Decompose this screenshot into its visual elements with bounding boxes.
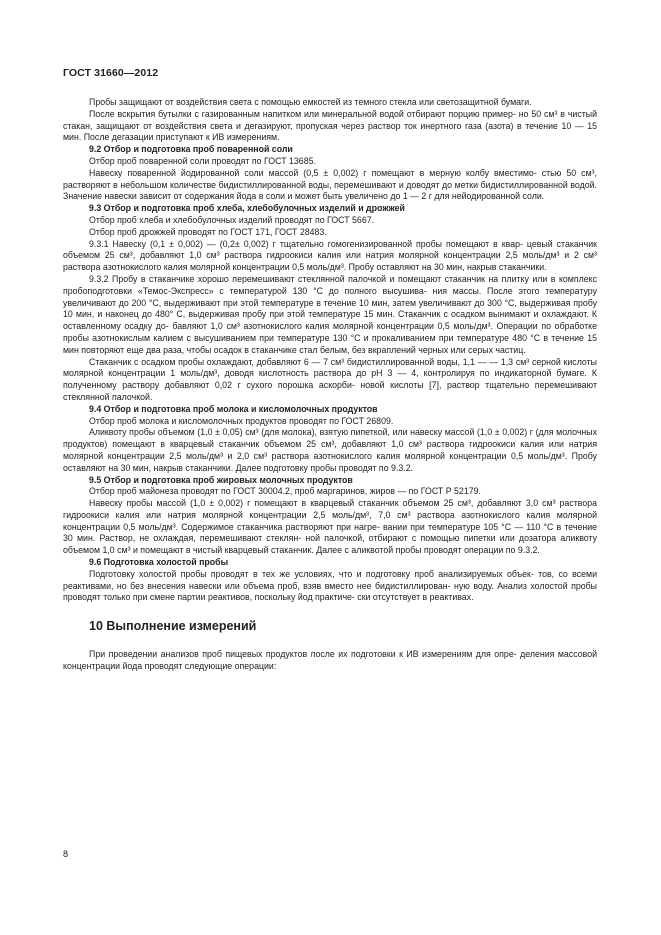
paragraph: 9.3.1 Навеску (0,1 ± 0,002) — (0,2± 0,002) г тщательно гомогенизированной пробы помещают в квар- цевый стаканчик объемом 25 см³, добавляют 1,0 см³ раствора гидроокиси калия или натрия молярной концентрации 2,5 моль/дм³ и 2 см³ раствора азотнокислого калия молярной концентрации 0,5 моль/дм³. Пробу оставляют на 30 мин, накрыв стаканчики. <box>63 238 597 273</box>
paragraph: Отбор проб молока и кисломолочных продуктов проводят по ГОСТ 26809. <box>89 415 394 426</box>
subsection-heading-9-2: 9.2 Отбор и подготовка проб поваренной соли <box>89 144 293 155</box>
subsection-heading-9-6: 9.6 Подготовка холостой пробы <box>89 557 229 568</box>
paragraph: 9.3.2 Пробу в стаканчике хорошо перемешивают стеклянной палочкой и помещают стаканчик на плитку или в комплекс пробоподготовки «Темос-Экспресс» с температурой 130 °С до полного высушива- ния массы. После этого температуру увеличивают до 200 °С, выдерживают при этой температуре в течение 10 мин, затем увеличивают до 300 °С, выдерживая пробу 10 мин, и наконец до 480° С, выдерживая пробу при этой температуре 15 мин. Стаканчик с осадком вынимают и охлаждают. К оставленному осадку до- бавляют 1,0 см³ азотнокислого калия молярной концентрации 0,5 моль/дм³. Операции по обработке пробы азотнокислым калием с высушиванием при температуре 130 °С и прокаливанием при температуре 480 °С в течение 15 мин повторяют еще два раза, чтобы осадок в стаканчике стал белым, без вкраплений черных или серых частиц. <box>63 273 597 355</box>
paragraph: Отбор проб майонеза проводят по ГОСТ 30004.2, проб маргаринов, жиров — по ГОСТ Р 52179. <box>89 486 481 497</box>
paragraph: После вскрытия бутылки с газированным напитком или минеральной водой отбирают порцию пример- но 50 см³ в чистый стакан, защищают от воздействия света и дегазируют, пропуская через раствор ток инертного газа (азота) в течение 10 — 15 мин. После дегазации приступают к ИВ измерениям. <box>63 108 597 143</box>
section-heading-10: 10 Выполнение измерений <box>89 619 257 634</box>
paragraph: Отбор проб поваренной соли проводят по ГОСТ 13685. <box>89 155 316 166</box>
document-body <box>63 97 597 673</box>
paragraph: Пробы защищают от воздействия света с помощью емкостей из темного стекла или светозащитной бумаги. <box>89 97 532 107</box>
page-number: 8 <box>63 849 69 859</box>
paragraph: Отбор проб дрожжей проводят по ГОСТ 171, ГОСТ 28483. <box>89 226 327 237</box>
subsection-heading-9-5: 9.5 Отбор и подготовка проб жировых молочных продуктов <box>89 474 353 485</box>
paragraph: Подготовку холостой пробы проводят в тех же условиях, что и подготовку проб анализируемых объек- тов, со всеми реактивами, но без внесения навески или объема проб, взяв вместо нее бидистиллирован- ную воду. Анализ холостой пробы проводят только при смене партии реактивов, поскольку йод практиче- ски отсутствует в реактивах. <box>63 568 597 603</box>
subsection-heading-9-3: 9.3 Отбор и подготовка проб хлеба, хлебобулочных изделий и дрожжей <box>89 203 405 214</box>
subsection-heading-9-4: 9.4 Отбор и подготовка проб молока и кисломолочных продуктов <box>89 403 378 414</box>
paragraph: Отбор проб хлеба и хлебобулочных изделий проводят по ГОСТ 5667. <box>89 214 375 225</box>
paragraph: При проведении анализов проб пищевых продуктов после их подготовки к ИВ измерениям для опре- деления массовой концентрации йода проводят следующие операции: <box>63 649 597 672</box>
paragraph: Навеску пробы массой (1,0 ± 0,002) г помещают в кварцевый стаканчик объемом 25 см³, добавляют 3,0 см³ раствора гидроокиси калия или натрия молярной концентрации 2,5 моль/дм³, 7,0 см³ раствора азотнокислого калия молярной концентрации 0,5 моль/дм³. Содержимое стаканчика растворяют при нагре- вании при температуре 105 °С — 110 °С в течение 30 мин. Раствор, не охлаждая, перемешивают стеклян- ной палочкой, отбирают с помощью пипетки или дозатора аликвоту объемом 1,0 см³ и помещают в чистый кварцевый стаканчик. Далее с аликвотой пробы проводят операции по 9.3.2. <box>63 498 597 556</box>
paragraph: Навеску поваренной йодированной соли массой (0,5 ± 0,002) г помещают в мерную колбу вместимо- стью 50 см³, растворяют в небольшом количестве бидистиллированной воды, перемешивают и доводят до метки бидистиллированной водой. Значение навески зависит от содержания йода в соли и может быть увеличено до 1 — 2 г для нейодированной соли. <box>63 167 597 202</box>
paragraph: Аликвоту пробы объемом (1,0 ± 0,05) см³ (для молока), взятую пипеткой, или навеску массой (1,0 ± 0,002) г (для молочных продуктов) помещают в кварцевый стаканчик объемом 25 см³, добавляют 1,0 см³ раствора гидроокиси калия или натрия молярной концентрации 2,5 моль/дм³ и 2,0 см³ раствора азотнокислого калия молярной концентрации 0,5 моль/дм³. Пробу оставляют на 30 мин, накрыв стаканчики. Далее подготовку пробы проводят по 9.3.2. <box>63 427 597 473</box>
paragraph: Стаканчик с осадком пробы охлаждают, добавляют 6 — 7 см³ бидистиллированной воды, 1,1 — — 1,3 см³ серной кислоты молярной концентрации 1 моль/дм³, доводя кислотность раствора до рН 3 — 4, контролируя по индикаторной бумаге. К полученному раствору добавляют 0,02 г сухого порошка аскорби- новой кислоты [7], раствор тщательно перемешивают стеклянной палочкой. <box>63 356 597 402</box>
document-header: ГОСТ 31660—2012 <box>63 67 159 79</box>
